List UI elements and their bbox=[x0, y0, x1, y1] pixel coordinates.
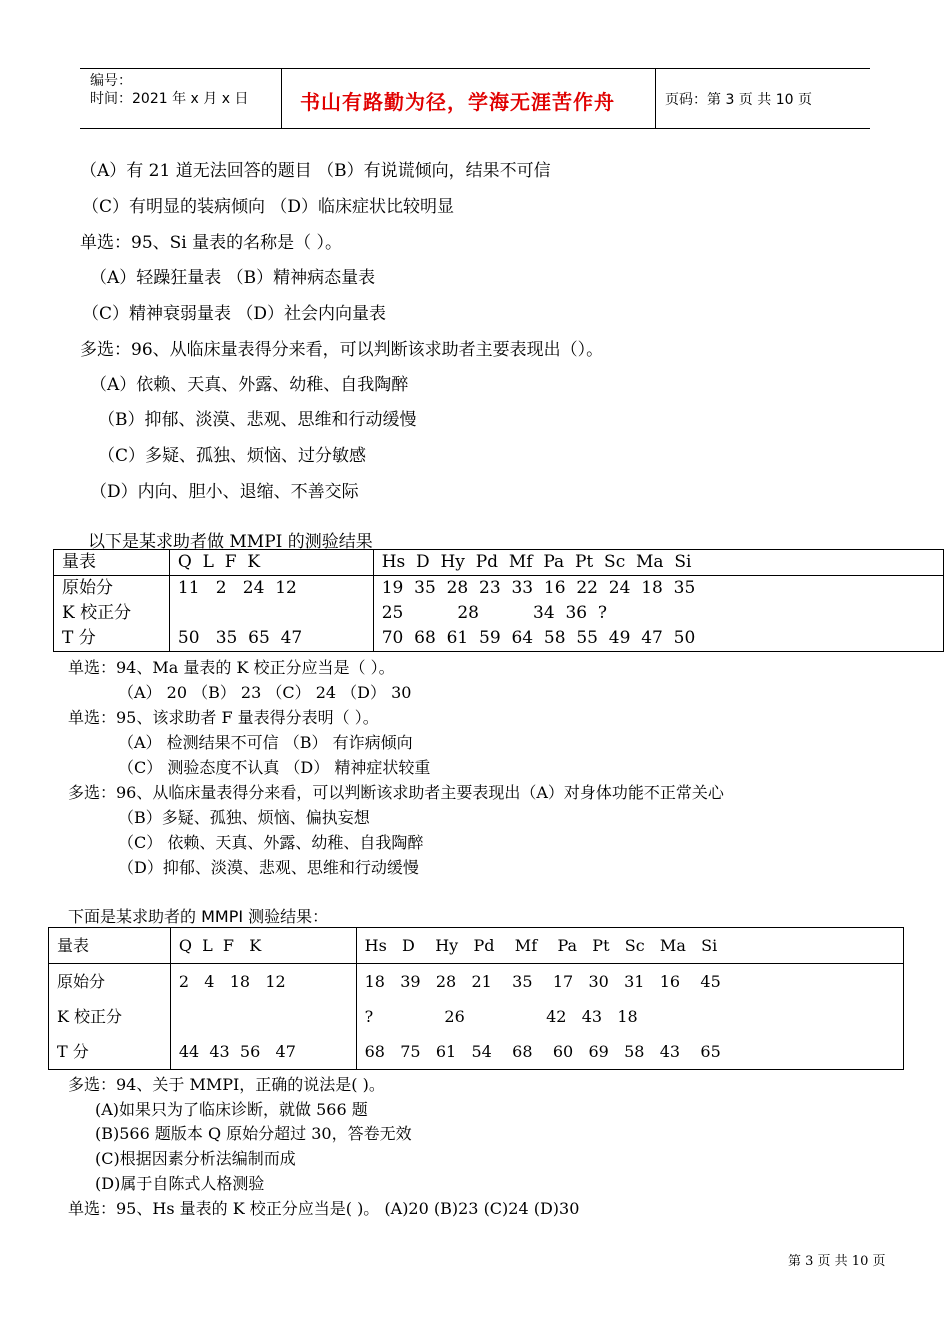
table-header-cell: Hs D Hy Pd Mf Pa Pt Sc Ma Si bbox=[381, 552, 692, 572]
table-header-cell: Q L F K bbox=[178, 936, 262, 955]
table-cell bbox=[171, 999, 356, 1034]
question-option: (B)566 题版本 Q 原始分超过 30，答卷无效 bbox=[95, 1124, 412, 1143]
table-cell bbox=[170, 601, 373, 626]
question-option: （A）依赖、天真、外露、幼稚、自我陶醉 bbox=[90, 375, 409, 395]
header-divider-right bbox=[655, 68, 656, 129]
header-time-label: 时间：2021 年 x 月 x 日 bbox=[90, 91, 249, 107]
mmpi-results-table-1 bbox=[53, 549, 944, 652]
question-option: （A） 检测结果不可信 （B） 有诈病倾向 bbox=[118, 733, 413, 752]
header-divider-left bbox=[281, 68, 282, 129]
question-option: （B）多疑、孤独、烦恼、偏执妄想 bbox=[118, 808, 370, 827]
question-option: （C） 依赖、天真、外露、幼稚、自我陶醉 bbox=[118, 833, 424, 852]
question-option: （C） 测验态度不认真 （D） 精神症状较重 bbox=[118, 758, 431, 777]
question-line: 单选：94、Ma 量表的 K 校正分应当是（ ）。 bbox=[68, 658, 395, 677]
table-caption: 以下是某求助者做 MMPI 的测验结果 bbox=[88, 532, 373, 552]
mmpi-results-table-2 bbox=[48, 927, 904, 1070]
table-cell: 50 35 65 47 bbox=[177, 628, 303, 648]
question-option: (D)属于自陈式人格测验 bbox=[95, 1174, 265, 1193]
table-header-cell: Q L F K bbox=[177, 552, 261, 572]
table-header-cell: Hs D Hy Pd Mf Pa Pt Sc Ma Si bbox=[364, 936, 718, 955]
footer-page-number: 第 3 页 共 10 页 bbox=[788, 1254, 886, 1269]
table-cell: 44 43 56 47 bbox=[178, 1042, 296, 1061]
table-cell: 18 39 28 21 35 17 30 31 16 45 bbox=[364, 972, 721, 991]
header-top-rule bbox=[80, 68, 870, 69]
table-row-label: 原始分 bbox=[62, 578, 113, 598]
question-line: 多选：94、关于 MMPI，正确的说法是( )。 bbox=[68, 1075, 385, 1094]
table-header-cell: 量表 bbox=[57, 936, 90, 955]
table-cell: 25 28 34 36 ? bbox=[381, 603, 608, 623]
table-cell: ? 26 42 43 18 bbox=[364, 1007, 638, 1026]
table-cell: 2 4 18 12 bbox=[178, 972, 286, 991]
header-motto: 书山有路勤为径，学海无涯苦作舟 bbox=[300, 90, 615, 114]
question-line: （C）有明显的装病倾向 （D）临床症状比较明显 bbox=[82, 197, 455, 217]
question-line: 多选：96、从临床量表得分来看，可以判断该求助者主要表现出（A）对身体功能不正常关心 bbox=[68, 783, 724, 802]
question-option: (C)根据因素分析法编制而成 bbox=[95, 1149, 296, 1168]
question-option: (A)如果只为了临床诊断，就做 566 题 bbox=[95, 1100, 368, 1119]
table-cell: 11 2 24 12 bbox=[177, 578, 297, 598]
question-option: （D）内向、胆小、退缩、不善交际 bbox=[90, 482, 359, 502]
question-option: （B）抑郁、淡漠、悲观、思维和行动缓慢 bbox=[98, 410, 417, 430]
header-number-label: 编号： bbox=[90, 73, 132, 89]
question-line: 单选：95、Hs 量表的 K 校正分应当是( )。 (A)20 (B)23 (C)24 (D)30 bbox=[68, 1199, 580, 1218]
table-row-label: T 分 bbox=[62, 628, 96, 648]
table-header-cell: 量表 bbox=[62, 552, 96, 572]
table-cell: 68 75 61 54 68 60 69 58 43 65 bbox=[364, 1042, 721, 1061]
header-bottom-rule bbox=[80, 128, 870, 129]
table-row-label: K 校正分 bbox=[62, 603, 132, 623]
question-option: （A）轻躁狂量表 （B）精神病态量表 bbox=[90, 268, 376, 288]
question-line: （A）有 21 道无法回答的题目 （B）有说谎倾向，结果不可信 bbox=[80, 161, 551, 181]
question-option: （A） 20 （B） 23 （C） 24 （D） 30 bbox=[118, 683, 412, 702]
table-caption: 下面是某求助者的 MMPI 测验结果： bbox=[68, 907, 329, 926]
header-page-label: 页码：第 3 页 共 10 页 bbox=[665, 92, 812, 108]
table-cell: 19 35 28 23 33 16 22 24 18 35 bbox=[381, 578, 696, 598]
table-cell: 70 68 61 59 64 58 55 49 47 50 bbox=[381, 628, 696, 648]
table-row-label: K 校正分 bbox=[57, 1007, 123, 1026]
question-line: 单选：95、Si 量表的名称是（ ）。 bbox=[80, 233, 343, 253]
question-option: （C）多疑、孤独、烦恼、过分敏感 bbox=[98, 446, 367, 466]
table-row-label: T 分 bbox=[57, 1042, 89, 1061]
question-option: （C）精神衰弱量表 （D）社会内向量表 bbox=[82, 304, 387, 324]
question-line: 单选：95、该求助者 F 量表得分表明（ ）。 bbox=[68, 708, 379, 727]
question-line: 多选：96、从临床量表得分来看，可以判断该求助者主要表现出（）。 bbox=[80, 340, 604, 360]
question-option: （D）抑郁、淡漠、悲观、思维和行动缓慢 bbox=[118, 858, 419, 877]
table-row-label: 原始分 bbox=[57, 972, 106, 991]
